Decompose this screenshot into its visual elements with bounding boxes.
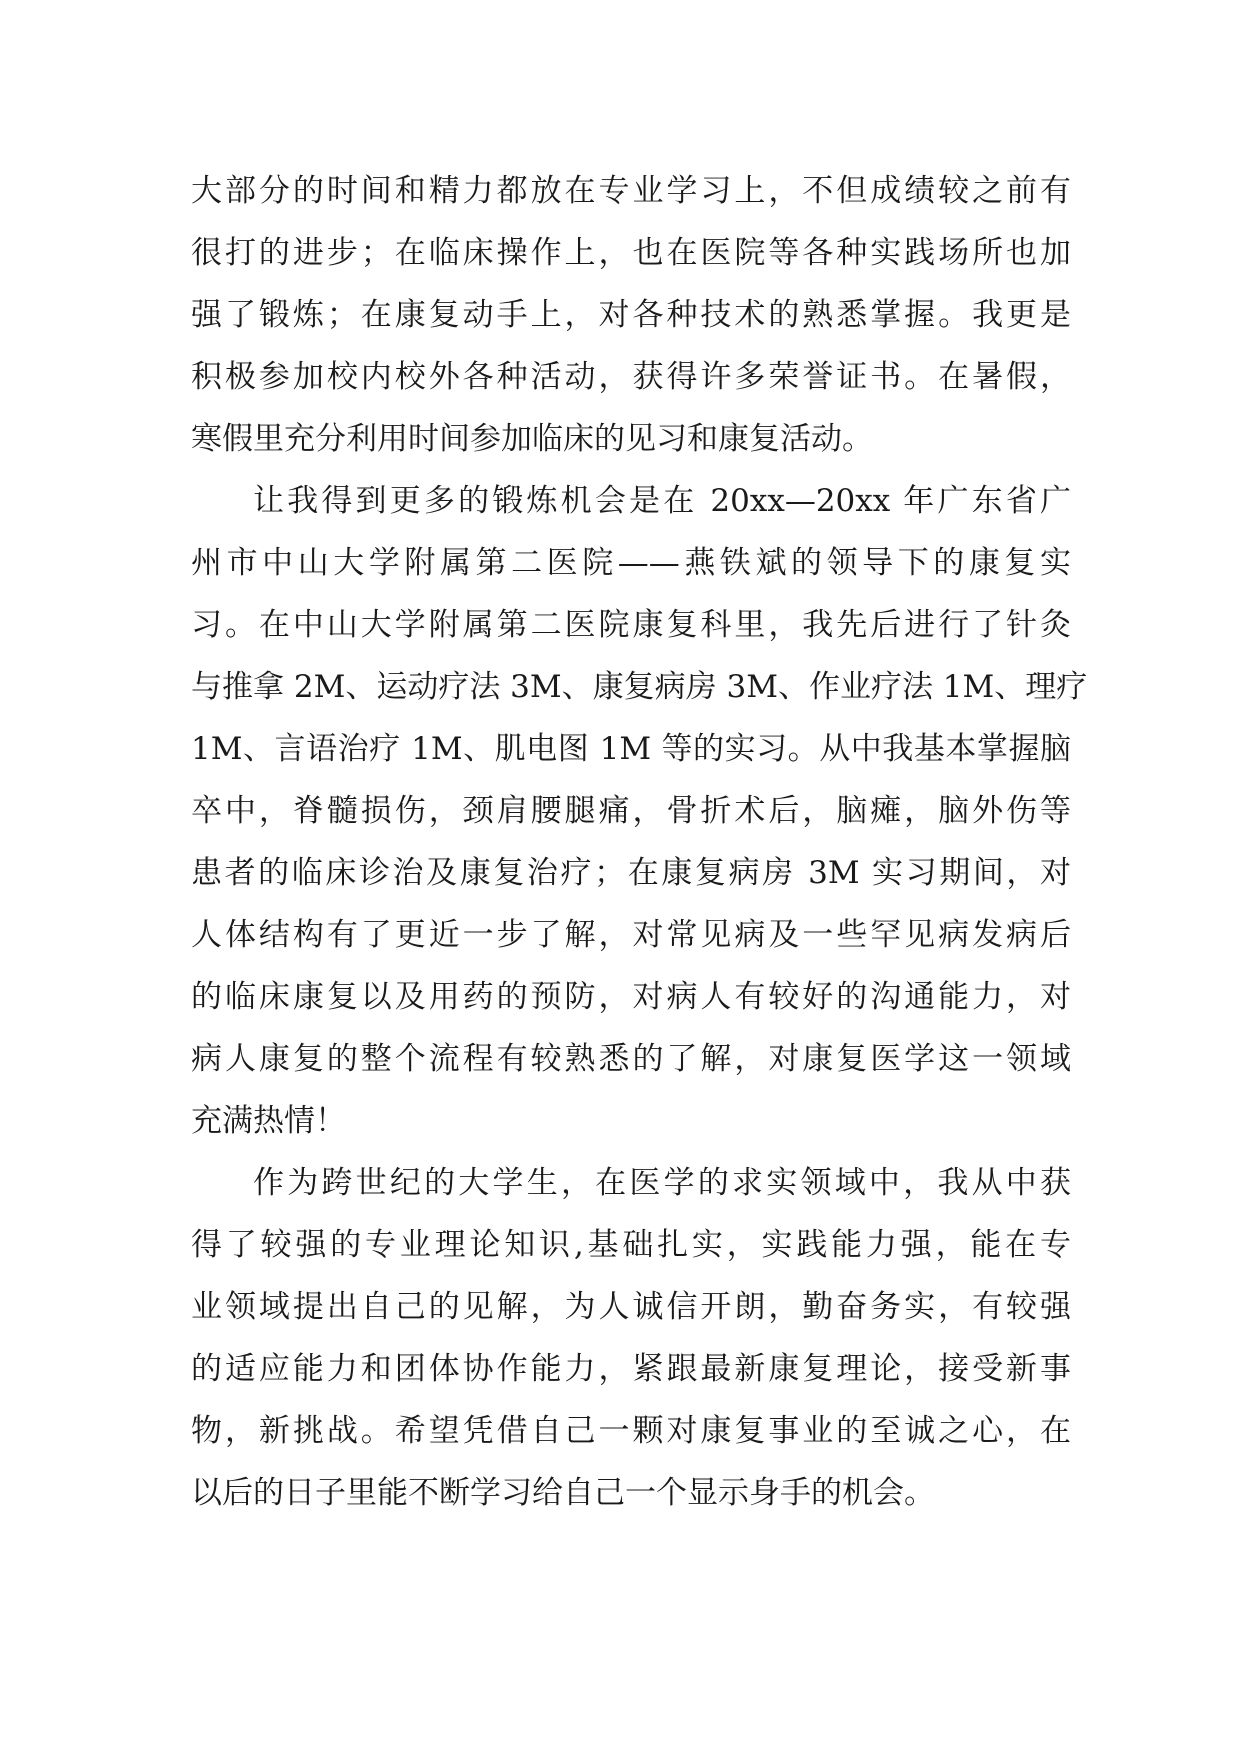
document-body [191,160,1088,1524]
text-line: 人体结构有了更近一步了解，对常见病及一些罕见病发病后 [191,917,1071,953]
text-line: 习。在中山大学附属第二医院康复科里，我先后进行了针灸 [191,607,1071,643]
paragraph-1 [191,160,1071,470]
text-line: 让我得到更多的锻炼机会是在 20xx—20xx 年广东省广 [253,483,1071,519]
text-line: 大部分的时间和精力都放在专业学习上，不但成绩较之前有 [191,173,1071,209]
text-line: 病人康复的整个流程有较熟悉的了解，对康复医学这一领域 [191,1041,1071,1077]
text-line: 寒假里充分利用时间参加临床的见习和康复活动。 [191,421,873,457]
text-line: 州市中山大学附属第二医院——燕铁斌的领导下的康复实 [191,545,1071,581]
text-line: 物，新挑战。希望凭借自己一颗对康复事业的至诚之心，在 [191,1413,1071,1449]
text-line: 与推拿 2M、运动疗法 3M、康复病房 3M、作业疗法 1M、理疗 [191,669,1088,705]
text-line: 1M、言语治疗 1M、肌电图 1M 等的实习。从中我基本掌握脑 [191,731,1071,767]
text-line: 很打的进步；在临床操作上，也在医院等各种实践场所也加 [191,235,1071,271]
text-line: 卒中，脊髓损伤，颈肩腰腿痛，骨折术后，脑瘫，脑外伤等 [191,793,1071,829]
text-line: 的适应能力和团体协作能力，紧跟最新康复理论，接受新事 [191,1351,1071,1387]
text-line: 患者的临床诊治及康复治疗；在康复病房 3M 实习期间，对 [191,855,1071,891]
text-line: 的临床康复以及用药的预防，对病人有较好的沟通能力，对 [191,979,1071,1015]
paragraph-2 [191,470,1088,1152]
text-line: 积极参加校内校外各种活动，获得许多荣誉证书。在暑假， [191,359,1071,395]
text-line: 以后的日子里能不断学习给自己一个显示身手的机会。 [191,1475,935,1511]
text-line: 业领域提出自己的见解，为人诚信开朗，勤奋务实，有较强 [191,1289,1071,1325]
text-line: 强了锻炼；在康复动手上，对各种技术的熟悉掌握。我更是 [191,297,1071,333]
paragraph-3 [191,1152,1071,1524]
text-line: 作为跨世纪的大学生，在医学的求实领域中，我从中获 [253,1165,1071,1201]
text-line: 得了较强的专业理论知识,基础扎实，实践能力强，能在专 [191,1227,1071,1263]
text-line: 充满热情！ [191,1103,346,1139]
